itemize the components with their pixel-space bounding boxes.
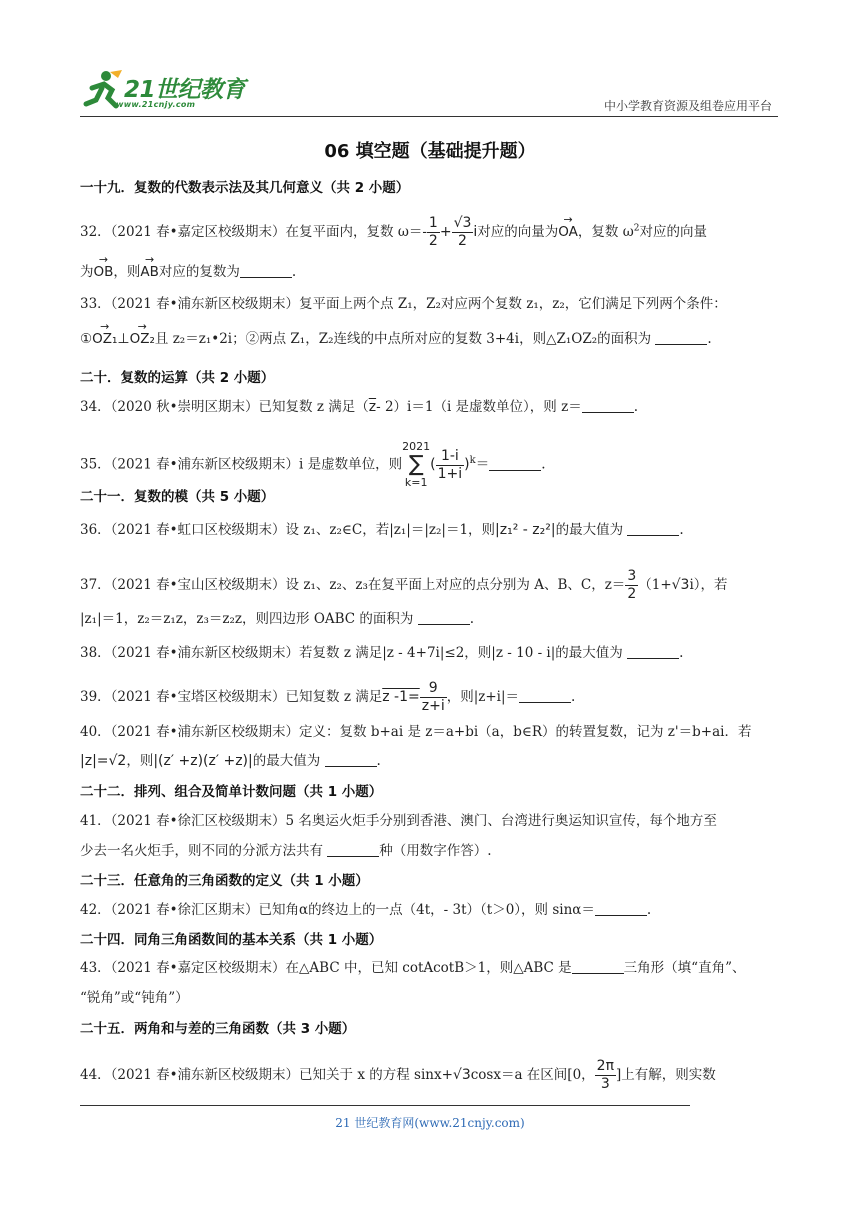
fraction: $\frac{2\pi}{3}$: [596, 1058, 615, 1092]
question-34: 34．（2020 秋•崇明区期末）已知复数 z 满足（$\overline{z}-$ 2）i＝1（i 是虚数单位），则 z＝ .: [80, 399, 639, 415]
answer-blank: [325, 752, 377, 767]
question-39: 39．（2021 春•宝塔区校级期末）已知复数 z 满足z -1= $\frac{9}{z+i}$ ，则|z+i|＝ .: [80, 680, 576, 714]
question-42: 42．（2021 春•徐汇区期末）已知角α的终边上的一点（4t，- 3t）（t＞0），则 sinα＝ .: [80, 902, 652, 918]
answer-blank: [519, 688, 571, 703]
question-36: 36．（2021 春•虹口区校级期末）设 z₁、z₂∈C，若|z₁|＝|z₂|＝1，则|z₁² - z₂²|的最大值为 .: [80, 522, 684, 538]
logo: [80, 66, 260, 114]
section-heading: 二十二．排列、组合及简单计数问题（共 1 小题）: [80, 784, 383, 800]
section-heading: 二十．复数的运算（共 2 小题）: [80, 370, 275, 386]
section-heading: 一十九．复数的代数表示法及其几何意义（共 2 小题）: [80, 180, 410, 196]
question-33-line-1: 33．（2021 春•浦东新区校级期末）复平面上两个点 Z₁，Z₂对应两个复数 z₁，z₂，它们满足下列两个条件：: [80, 296, 727, 312]
question-37-line-2: |z₁|＝1，z₂＝z₁z，z₃＝z₂z，则四边形 OABC 的面积为 .: [80, 611, 475, 627]
section-heading: 二十三．任意角的三角函数的定义（共 1 小题）: [80, 873, 369, 889]
header-divider: [80, 116, 778, 117]
question-43-line-2: “锐角”或“钝角”）: [80, 990, 189, 1006]
question-41-line-1: 41．（2021 春•徐汇区校级期末）5 名奥运火炬手分别到香港、澳门、台湾进行奥运知识宣传，每个地方至: [80, 813, 717, 829]
answer-blank: [572, 959, 624, 974]
question-44: 44．（2021 春•浦东新区校级期末）已知关于 x 的方程 sinx+√3cosx＝a 在区间[0， $\frac{2\pi}{3}$ ]上有解，则实数: [80, 1058, 716, 1092]
question-32-line-1: 32．（2021 春•嘉定区校级期末）在复平面内，复数 ω＝- $\frac{1}{2}$ + $\frac{√3}{2}$ i对应的向量为→ OA，复数 $\omega^2$对应的向量: [80, 215, 780, 250]
question-32-line-2: 为→ OB，则→ AB对应的复数为 .: [80, 262, 780, 282]
header-platform-text: 中小学教育资源及组卷应用平台: [603, 99, 772, 113]
summation: 2021 ∑ k=1: [402, 440, 431, 489]
fraction: $\frac{3}{2}$: [627, 568, 637, 602]
question-43-line-1: 43．（2021 春•嘉定区校级期末）在△ABC 中，已知 cotAcotB＞1，则△ABC 是 三角形（填“直角”、: [80, 960, 746, 976]
footer-divider: [80, 1105, 690, 1106]
answer-blank: [489, 456, 541, 471]
answer-blank: [327, 842, 379, 857]
logo-text: 21世纪教育: [124, 77, 246, 103]
answer-blank: [655, 330, 707, 345]
fraction: $\frac{9}{z+i}$: [421, 680, 445, 714]
section-heading: 二十五．两角和与差的三角函数（共 3 小题）: [80, 1021, 356, 1037]
question-41-line-2: 少去一名火炬手，则不同的分派方法共有 种（用数字作答）.: [80, 843, 492, 859]
question-38: 38．（2021 春•浦东新区校级期末）若复数 z 满足|z - 4+7i|≤2，则|z - 10 - i|的最大值为 .: [80, 645, 684, 661]
question-40-line-1: 40．（2021 春•浦东新区校级期末）定义：复数 b+ai 是 z＝a+bi（a，b∈R）的转置复数，记为 z'＝b+ai．若: [80, 724, 752, 740]
section-heading: 二十四．同角三角函数间的基本关系（共 1 小题）: [80, 932, 383, 948]
question-35: 35．（2021 春•浦东新区校级期末）i 是虚数单位，则2021 ∑ k=1( $\frac{1-i}{1+i}$ )$^k$＝ .: [80, 440, 546, 489]
answer-blank: [582, 398, 634, 413]
answer-blank: [627, 521, 679, 536]
fraction: $\frac{1-i}{1+i}$: [437, 447, 463, 482]
answer-blank: [595, 901, 647, 916]
fraction: $\frac{√3}{2}$: [453, 215, 472, 249]
logo-url: www.21cnjy.com: [116, 100, 196, 109]
answer-blank: [627, 644, 679, 659]
page-title: 06 填空题（基础提升题）: [324, 141, 536, 162]
page-header: [80, 66, 780, 116]
question-33-line-2: ①→ OZ₁⊥→ OZ₂且 z₂＝z₁•2i；②两点 Z₁，Z₂连线的中点所对应的复数 3+4i，则△Z₁OZ₂的面积为 .: [80, 329, 780, 349]
fraction: $\frac{1}{2}$: [428, 215, 438, 249]
question-37-line-1: 37．（2021 春•宝山区校级期末）设 z₁、z₂、z₃在复平面上对应的点分别为 A、B、C，z＝ $\frac{3}{2}$ （1+√3i），若: [80, 568, 728, 602]
question-40-line-2: |z|=√2，则|(z′ +z)(z′ +z)|的最大值为 .: [80, 753, 381, 769]
footer-source: 21 世纪教育网(www.21cnjy.com): [335, 1116, 525, 1130]
answer-blank: [418, 610, 470, 625]
answer-blank: [240, 263, 292, 278]
section-heading: 二十一．复数的模（共 5 小题）: [80, 489, 275, 505]
